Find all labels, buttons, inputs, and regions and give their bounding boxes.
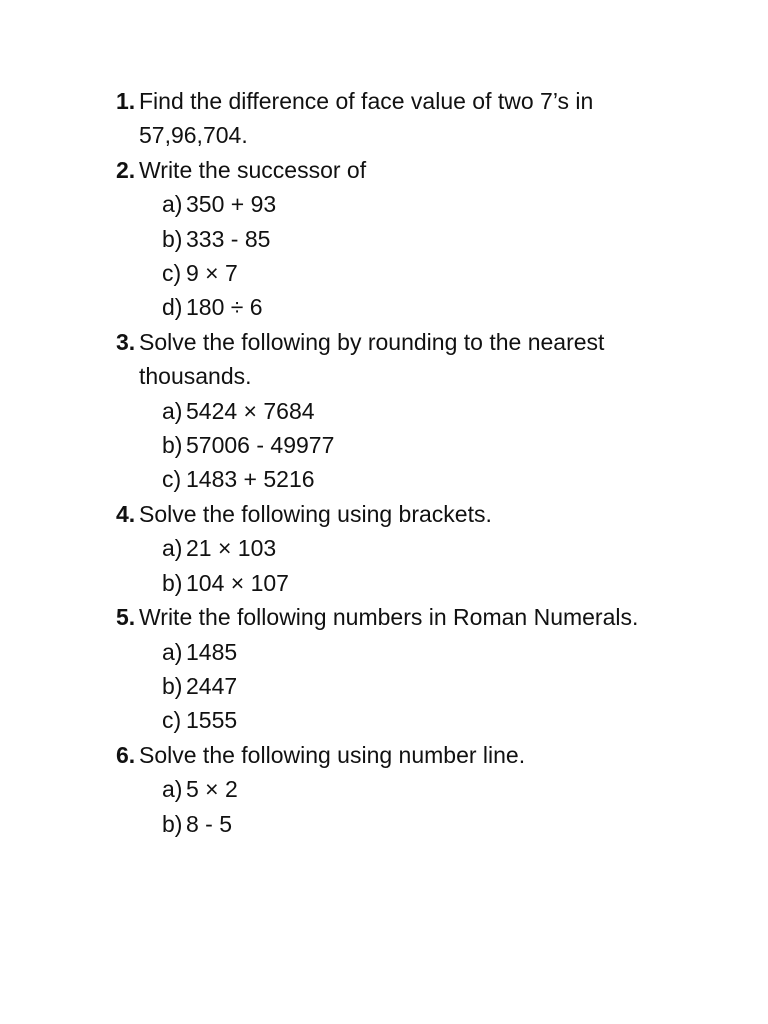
question-body — [139, 497, 676, 600]
sub-question-list — [139, 635, 676, 738]
sub-question-expression: 1483 + 5216 — [186, 466, 315, 493]
sub-question-expression: 9 × 7 — [186, 260, 238, 287]
question-3 — [116, 325, 676, 497]
sub-question-letter: a) — [162, 397, 183, 424]
sub-question — [139, 635, 676, 669]
question-number: 3. — [116, 328, 136, 355]
question-text: Solve the following by rounding to the nearest thousands. — [139, 328, 605, 390]
question-body — [139, 738, 676, 841]
sub-question-expression: 2447 — [186, 672, 238, 699]
question-5 — [116, 600, 676, 738]
question-1 — [116, 84, 676, 153]
sub-question-letter: c) — [162, 260, 182, 287]
sub-question-list — [139, 394, 676, 497]
question-text: Find the difference of face value of two 7’s in 57,96,704. — [139, 88, 594, 149]
sub-question-letter: c) — [162, 707, 182, 734]
sub-question-expression: 5424 × 7684 — [186, 397, 315, 424]
sub-question — [139, 394, 676, 428]
sub-question-expression: 180 ÷ 6 — [186, 294, 263, 321]
question-number: 5. — [116, 604, 136, 631]
sub-question-expression: 5 × 2 — [186, 776, 238, 803]
sub-question-letter: c) — [162, 466, 182, 493]
question-list — [116, 84, 676, 841]
sub-question — [139, 807, 676, 841]
sub-question-letter: b) — [162, 810, 183, 837]
sub-question-expression: 8 - 5 — [186, 810, 233, 837]
question-text: Write the following numbers in Roman Numerals. — [139, 604, 639, 631]
sub-question — [139, 256, 676, 290]
sub-question-expression: 21 × 103 — [186, 535, 277, 562]
sub-question-letter: b) — [162, 432, 183, 459]
sub-question-letter: a) — [162, 191, 183, 218]
sub-question — [139, 462, 676, 496]
sub-question-expression: 1485 — [186, 638, 238, 665]
sub-question-letter: b) — [162, 569, 183, 596]
sub-question-letter: b) — [162, 672, 183, 699]
question-body — [139, 84, 676, 153]
sub-question-expression: 57006 - 49977 — [186, 432, 335, 459]
sub-question-expression: 333 - 85 — [186, 225, 271, 252]
sub-question — [139, 531, 676, 565]
question-number: 6. — [116, 741, 136, 768]
question-2 — [116, 153, 676, 325]
question-text: Solve the following using brackets. — [139, 500, 492, 527]
question-6 — [116, 738, 676, 841]
sub-question-letter: a) — [162, 776, 183, 803]
sub-question-letter: d) — [162, 294, 183, 321]
sub-question — [139, 187, 676, 221]
sub-question-letter: b) — [162, 225, 183, 252]
sub-question-expression: 1555 — [186, 707, 238, 734]
question-number: 1. — [116, 88, 136, 114]
sub-question — [139, 703, 676, 737]
sub-question-list — [139, 187, 676, 325]
sub-question-letter: a) — [162, 638, 183, 665]
sub-question — [139, 290, 676, 324]
sub-question — [139, 222, 676, 256]
sub-question — [139, 566, 676, 600]
sub-question — [139, 772, 676, 806]
question-body — [139, 153, 676, 325]
sub-question-expression: 350 + 93 — [186, 191, 277, 218]
sub-question-list — [139, 772, 676, 841]
sub-question-letter: a) — [162, 535, 183, 562]
question-body — [139, 600, 676, 738]
question-text: Solve the following using number line. — [139, 741, 526, 768]
sub-question — [139, 669, 676, 703]
question-text: Write the successor of — [139, 156, 367, 183]
sub-question-list — [139, 531, 676, 600]
sub-question-expression: 104 × 107 — [186, 569, 289, 596]
question-body — [139, 325, 676, 497]
question-number: 2. — [116, 156, 136, 183]
sub-question — [139, 428, 676, 462]
question-number: 4. — [116, 500, 136, 527]
question-4 — [116, 497, 676, 600]
